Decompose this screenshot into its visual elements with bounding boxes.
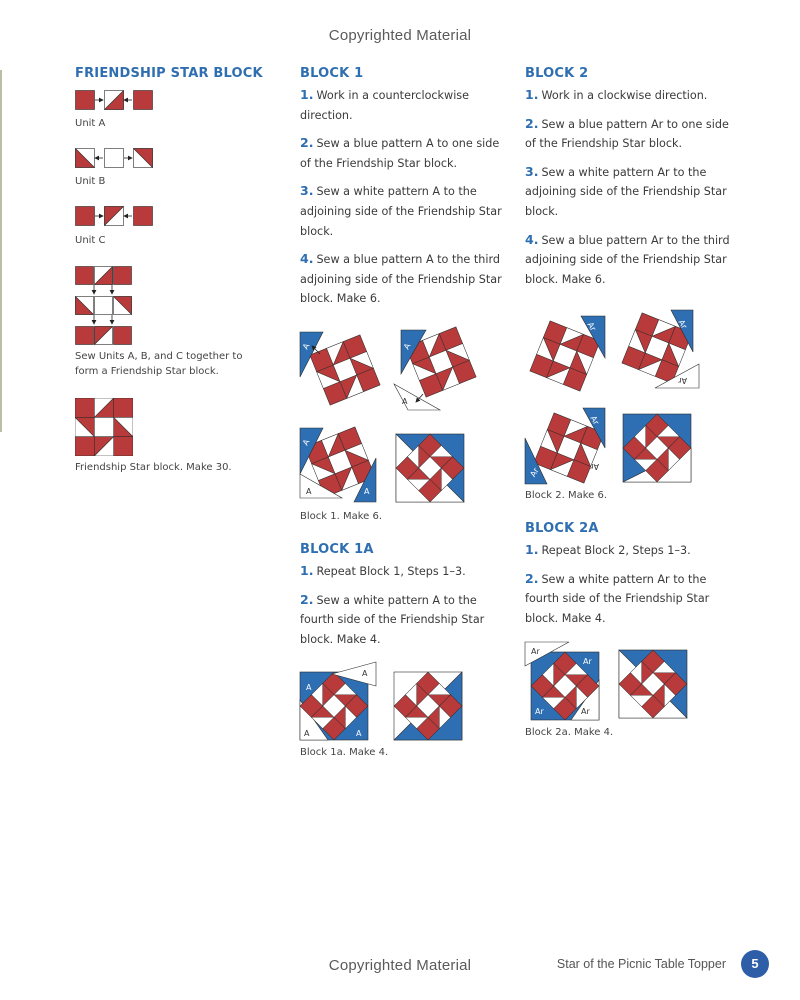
- svg-text:Ar: Ar: [531, 647, 540, 656]
- svg-text:Ar: Ar: [676, 318, 689, 331]
- block-1-diagrams: [298, 322, 488, 514]
- svg-text:Ar: Ar: [585, 320, 598, 333]
- page-number-badge: 5: [741, 950, 769, 978]
- block-1a-section: [300, 542, 505, 657]
- block-2-step-1: 1. Work in a clockwise direction.: [525, 87, 708, 102]
- svg-text:A: A: [401, 341, 413, 351]
- svg-text:Ar: Ar: [581, 707, 590, 716]
- watermark-bottom: Copyrighted Material: [328, 957, 472, 974]
- block-1-step-2: 2. Sew a blue pattern A to one side of the Friendship Star block.: [300, 135, 500, 170]
- svg-text:A: A: [364, 487, 370, 496]
- block-2-step-3: 3. Sew a white pattern Ar to the adjoining side of the Friendship Star block.: [525, 163, 727, 218]
- block-2a-section: [525, 521, 730, 636]
- unit-b-label: Unit B: [75, 176, 106, 187]
- column-friendship-star: [75, 66, 280, 85]
- svg-text:A: A: [304, 729, 310, 738]
- svg-text:Ar: Ar: [590, 462, 599, 471]
- svg-text:Ar: Ar: [588, 414, 601, 427]
- svg-text:A: A: [356, 729, 362, 738]
- block-1-step-1: 1. Work in a counterclockwise direction.: [300, 87, 470, 122]
- svg-text:A: A: [362, 669, 368, 678]
- svg-text:Ar: Ar: [535, 707, 544, 716]
- pattern-a-label: A: [300, 341, 312, 351]
- heading-block-2: BLOCK 2: [525, 66, 589, 81]
- block-1a-step-2: 2. Sew a white pattern A to the fourth side of the Friendship Star block. Make 4.: [300, 591, 485, 646]
- block-2a-step-1: 1. Repeat Block 2, Steps 1–3.: [525, 542, 691, 557]
- friendship-star-block: [75, 398, 133, 460]
- units-assembly-diagram: [75, 266, 133, 350]
- block-2a-step-2: 2. Sew a white pattern Ar to the fourth side of the Friendship Star block. Make 4.: [525, 570, 710, 625]
- unit-b-diagram: [75, 148, 155, 174]
- page-edge: [0, 70, 2, 432]
- block-1-step-4: 4. Sew a blue pattern A to the third adjoining side of the Friendship Star block. Make 6.: [300, 251, 502, 306]
- svg-text:A: A: [402, 397, 408, 406]
- block-1-caption: Block 1. Make 6.: [300, 511, 383, 522]
- svg-text:Ar: Ar: [678, 376, 687, 385]
- svg-text:A: A: [306, 487, 312, 496]
- block-1a-caption: Block 1a. Make 4.: [300, 747, 389, 758]
- svg-text:A: A: [300, 437, 312, 447]
- unit-c-diagram: [75, 206, 155, 232]
- friendship-star-caption: Friendship Star block. Make 30.: [75, 462, 232, 473]
- heading-block-2a: BLOCK 2A: [525, 521, 599, 536]
- block-2-step-4: 4. Sew a blue pattern Ar to the third adjoining side of the Friendship Star block. Make 6.: [525, 231, 730, 286]
- block-2-step-2: 2. Sew a blue pattern Ar to one side of the Friendship Star block.: [525, 115, 729, 151]
- unit-a-diagram: [75, 90, 155, 116]
- block-2a-caption: Block 2a. Make 4.: [525, 727, 614, 738]
- block-1a-diagrams: [298, 660, 468, 746]
- watermark-top: Copyrighted Material: [328, 27, 472, 44]
- heading-friendship-star: FRIENDSHIP STAR BLOCK: [75, 66, 263, 81]
- svg-text:A: A: [306, 683, 312, 692]
- unit-a-label: Unit A: [75, 118, 106, 129]
- svg-text:Ar: Ar: [528, 466, 541, 479]
- sew-units-caption: Sew Units A, B, and C together to form a Friendship Star block.: [75, 351, 243, 377]
- block-2-caption: Block 2. Make 6.: [525, 490, 608, 501]
- heading-block-1a: BLOCK 1A: [300, 542, 374, 557]
- heading-block-1: BLOCK 1: [300, 66, 364, 81]
- block-1a-step-1: 1. Repeat Block 1, Steps 1–3.: [300, 563, 466, 578]
- block-1-section: [300, 66, 505, 317]
- block-2-section: [525, 66, 730, 297]
- block-2a-diagrams: [523, 640, 693, 728]
- block-2-diagrams: [523, 308, 703, 490]
- unit-c-label: Unit C: [75, 235, 106, 246]
- svg-text:Ar: Ar: [583, 657, 592, 666]
- footer-title: Star of the Picnic Table Topper: [556, 957, 726, 971]
- block-1-step-3: 3. Sew a white pattern A to the adjoining side of the Friendship Star block.: [300, 183, 502, 238]
